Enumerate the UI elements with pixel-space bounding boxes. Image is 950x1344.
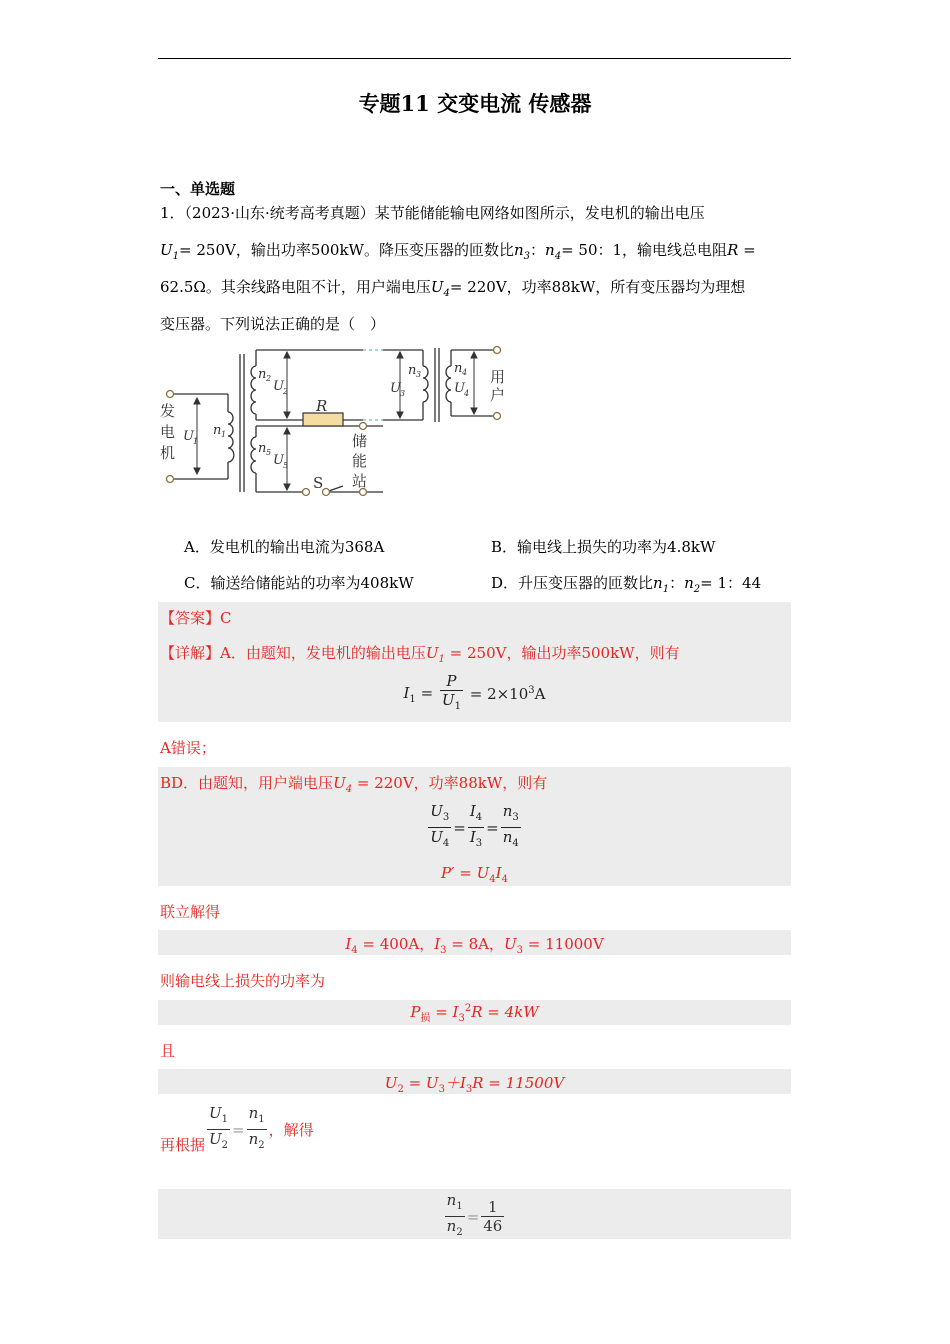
svg-text:S: S xyxy=(313,474,324,492)
equation-6: $U_2 = U_3+I_3R = 11500V$ xyxy=(384,1074,565,1095)
option-b[interactable]: B．输电线上损失的功率为4.8kW xyxy=(491,538,716,556)
question-line-2: $U_1= 250V$，输出功率500kW。降压变压器的匝数比$n_3$：$n_4= 50$：1，输电线总电阻R = xyxy=(160,241,756,262)
option-c[interactable]: C．输送给储能站的功率为408kW xyxy=(184,574,414,592)
svg-text:3: 3 xyxy=(400,389,406,398)
svg-text:n: n xyxy=(258,441,267,456)
equation-1: $I_1$ = $\frac{P}{U_1}$ = $2\times 10^3A$ xyxy=(403,672,546,712)
svg-text:4: 4 xyxy=(462,368,468,377)
again-line: 再根据 $\frac{U_1}{U_2}$ = $\frac{n_1}{n_2}$ ，解得 xyxy=(160,1104,314,1154)
svg-text:n: n xyxy=(258,367,267,382)
svg-text:2: 2 xyxy=(283,387,289,396)
svg-text:n: n xyxy=(454,361,463,376)
svg-text:U: U xyxy=(273,453,284,468)
svg-text:发: 发 xyxy=(160,402,176,420)
top-rule xyxy=(158,58,791,59)
page-title: 专题11 交变电流 传感器 xyxy=(358,91,592,116)
svg-text:n: n xyxy=(408,363,417,378)
svg-text:1: 1 xyxy=(221,430,227,439)
svg-text:1: 1 xyxy=(193,437,199,446)
svg-text:户: 户 xyxy=(490,386,506,404)
question-line-3: 62.5Ω。其余线路电阻不计，用户端电压$U_4= 220V$，功率88kW，所有变压器均为理想 xyxy=(160,278,746,299)
svg-text:n: n xyxy=(213,423,222,438)
equation-4: $I_4 = 400A$，$I_3 = 8A$，$U_3 = 11000V$ xyxy=(345,935,604,956)
svg-text:能: 能 xyxy=(352,452,368,470)
svg-text:3: 3 xyxy=(416,370,422,379)
svg-text:R: R xyxy=(316,397,328,415)
equation-3: $P' = U_4I_4$ xyxy=(441,864,508,885)
section-heading: 一、单选题 xyxy=(160,180,236,198)
and-line: 且 xyxy=(160,1042,176,1060)
equation-2: $\frac{U_3}{U_4}$ = $\frac{I_4}{I_3}$ = $\frac{n_3}{n_4}$ xyxy=(430,802,519,849)
svg-text:5: 5 xyxy=(266,448,272,457)
svg-text:4: 4 xyxy=(464,389,470,398)
a-wrong: A错误； xyxy=(160,739,216,757)
loss-line: 则输电线上损失的功率为 xyxy=(160,972,326,990)
joint-solve: 联立解得 xyxy=(160,903,221,921)
svg-text:U: U xyxy=(390,381,401,396)
detail-line-a: 【详解】A．由题知，发电机的输出电压$U_1 = 250V$，输出功率500kW，则有 xyxy=(160,644,680,665)
svg-text:电: 电 xyxy=(160,423,176,441)
svg-text:用: 用 xyxy=(490,368,506,386)
svg-text:U: U xyxy=(454,381,465,396)
svg-text:机: 机 xyxy=(160,444,176,462)
svg-text:U: U xyxy=(183,429,194,444)
svg-text:U: U xyxy=(273,379,284,394)
option-a[interactable]: A．发电机的输出电流为368A xyxy=(184,538,385,556)
equation-8: $\frac{n_1}{n_2}$ = $\frac{1}{46}$ xyxy=(446,1191,503,1238)
question-line-4: 变压器。下列说法正确的是（ ） xyxy=(160,315,386,333)
svg-text:储: 储 xyxy=(352,432,368,450)
svg-text:5: 5 xyxy=(283,461,289,470)
svg-text:2: 2 xyxy=(266,374,272,383)
circuit-diagram xyxy=(158,342,528,502)
answer-line: 【答案】C xyxy=(160,609,232,627)
equation-5: $P_损 = I_3^2R = 4kW$ xyxy=(410,1003,539,1024)
question-line-1: 1．（2023·山东·统考高考真题）某节能储能输电网络如图所示，发电机的输出电压 xyxy=(160,204,705,222)
bd-line: BD．由题知，用户端电压$U_4 = 220V$，功率88kW，则有 xyxy=(160,774,548,795)
option-d[interactable]: D．升压变压器的匝数比$n_1$：$n_2= 1$：44 xyxy=(491,574,762,595)
svg-text:站: 站 xyxy=(352,472,368,490)
